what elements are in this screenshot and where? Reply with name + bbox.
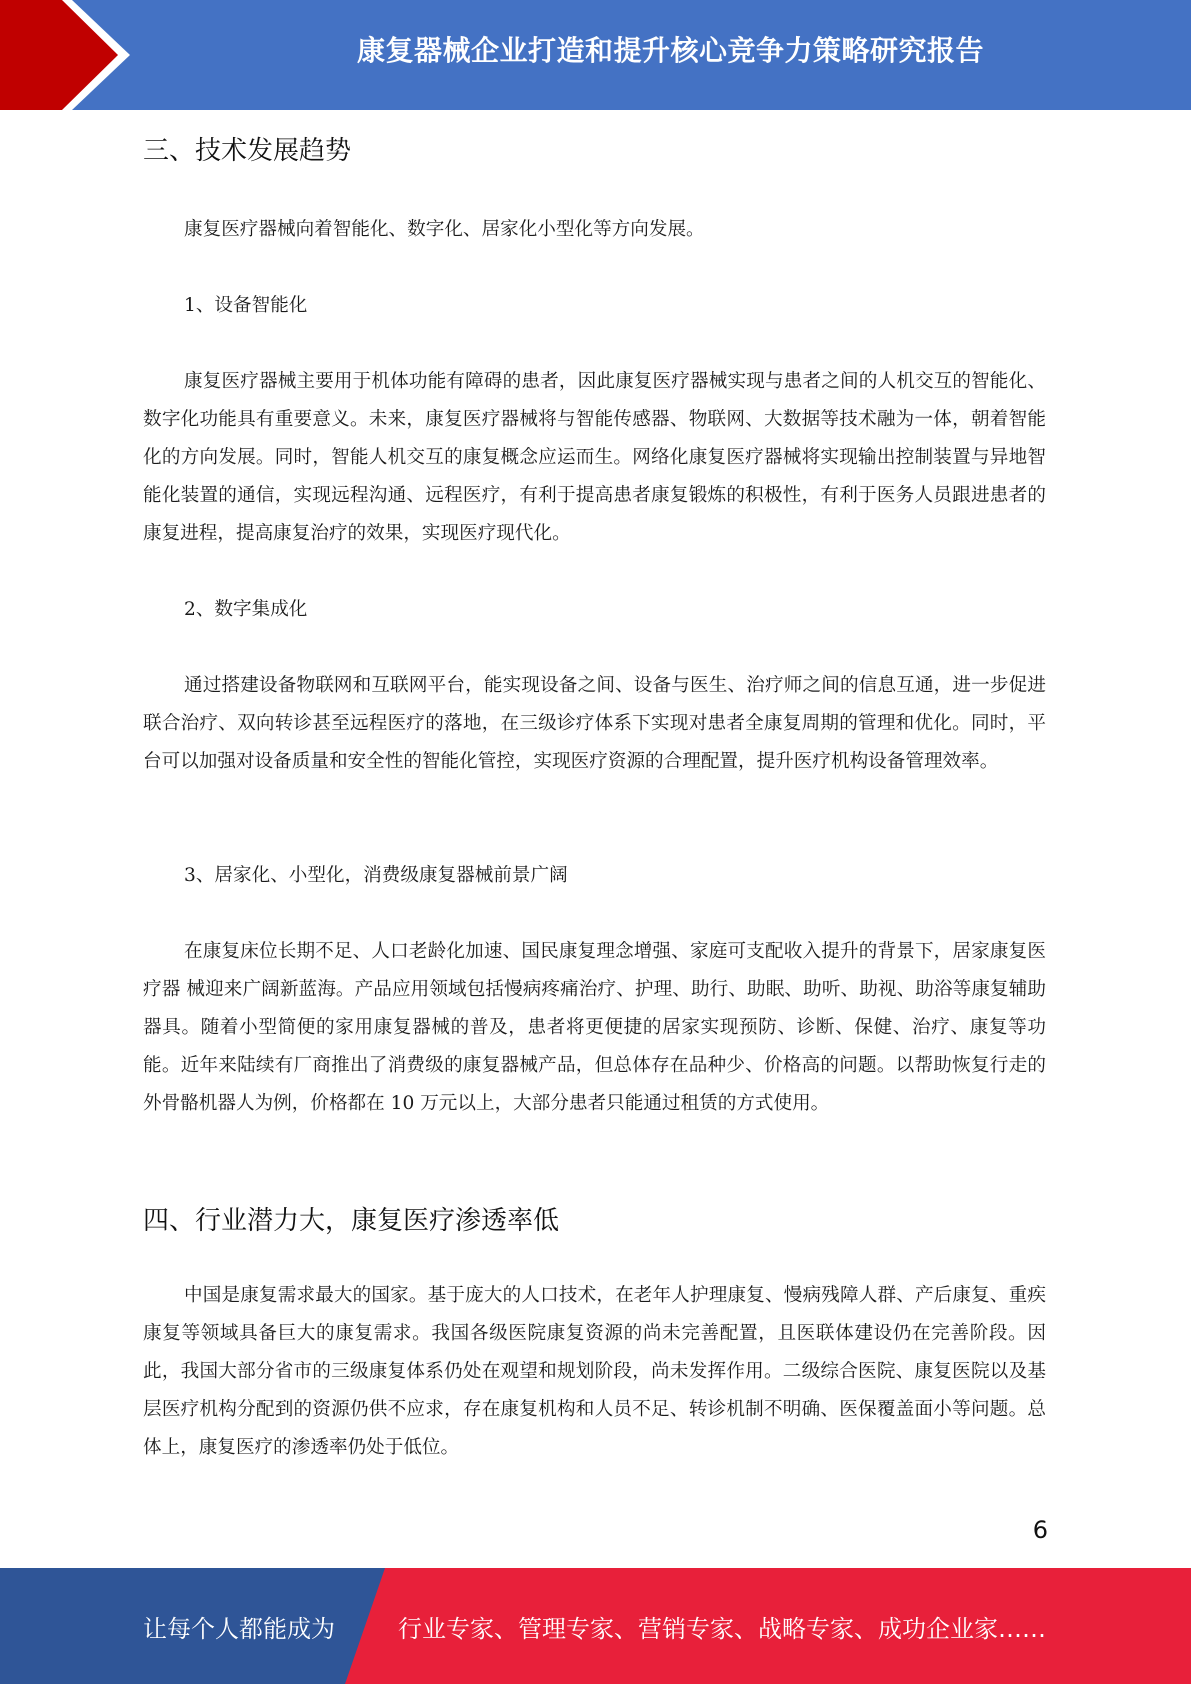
subsection-title-1: 1、设备智能化 xyxy=(184,295,308,316)
section-three-intro: 康复医疗器械向着智能化、数字化、居家化小型化等方向发展。 xyxy=(184,219,705,240)
section-heading-three: 三、技术发展趋势 xyxy=(143,136,352,166)
report-title: 康复器械企业打造和提升核心竞争力策略研究报告 xyxy=(356,34,984,67)
header-arrow-decoration xyxy=(0,0,150,110)
footer-banner xyxy=(0,1568,1191,1684)
subsection-title-2: 2、数字集成化 xyxy=(184,599,308,620)
page-number: 6 xyxy=(1032,1516,1048,1544)
subsection-body-3: 在康复床位长期不足、人口老龄化加速、国民康复理念增强、家庭可支配收入提升的背景下，居家康复医疗器 械迎来广阔新蓝海。产品应用领域包括慢病疼痛治疗、护理、助行、助眠、助听、助视、助浴等康复辅助器具。随着小型简便的家用康复器械的普及，患者将更便捷的居家实现预防、诊断、保健、治疗、康复等功能。近年来陆续有厂商推出了消费级的康复器械产品，但总体存在品种少、价格高的问题。以帮助恢复行走的外骨骼机器人为例，价格都在 10 万元以上，大部分患者只能通过租赁的方式使用。 xyxy=(143,941,1046,1114)
section-four-body: 中国是康复需求最大的国家。基于庞大的人口技术，在老年人护理康复、慢病残障人群、产后康复、重疾康复等领域具备巨大的康复需求。我国各级医院康复资源的尚未完善配置，且医联体建设仍在完善阶段。因此，我国大部分省市的三级康复体系仍处在观望和规划阶段，尚未发挥作用。二级综合医院、康复医院以及基层医疗机构分配到的资源仍供不应求，存在康复机构和人员不足、转诊机制不明确、医保覆盖面小等问题。总体上，康复医疗的渗透率仍处于低位。 xyxy=(143,1285,1046,1458)
subsection-title-3: 3、居家化、小型化，消费级康复器械前景广阔 xyxy=(184,865,568,886)
section-heading-four: 四、行业潜力大，康复医疗渗透率低 xyxy=(143,1206,560,1236)
footer-slogan-left: 让每个人都能成为 xyxy=(143,1614,335,1643)
footer-slogan-right: 行业专家、管理专家、营销专家、战略专家、成功企业家…… xyxy=(398,1614,1046,1643)
subsection-body-1: 康复医疗器械主要用于机体功能有障碍的患者，因此康复医疗器械实现与患者之间的人机交互的智能化、数字化功能具有重要意义。未来，康复医疗器械将与智能传感器、物联网、大数据等技术融为一体，朝着智能化的方向发展。同时，智能人机交互的康复概念应运而生。网络化康复医疗器械将实现输出控制装置与异地智能化装置的通信，实现远程沟通、远程医疗，有利于提高患者康复锻炼的积极性，有利于医务人员跟进患者的康复进程，提高康复治疗的效果，实现医疗现代化。 xyxy=(143,371,1046,544)
header-banner xyxy=(0,0,1191,110)
subsection-body-2: 通过搭建设备物联网和互联网平台，能实现设备之间、设备与医生、治疗师之间的信息互通，进一步促进联合治疗、双向转诊甚至远程医疗的落地，在三级诊疗体系下实现对患者全康复周期的管理和优化。同时，平台可以加强对设备质量和安全性的智能化管控，实现医疗资源的合理配置，提升医疗机构设备管理效率。 xyxy=(143,675,1046,772)
